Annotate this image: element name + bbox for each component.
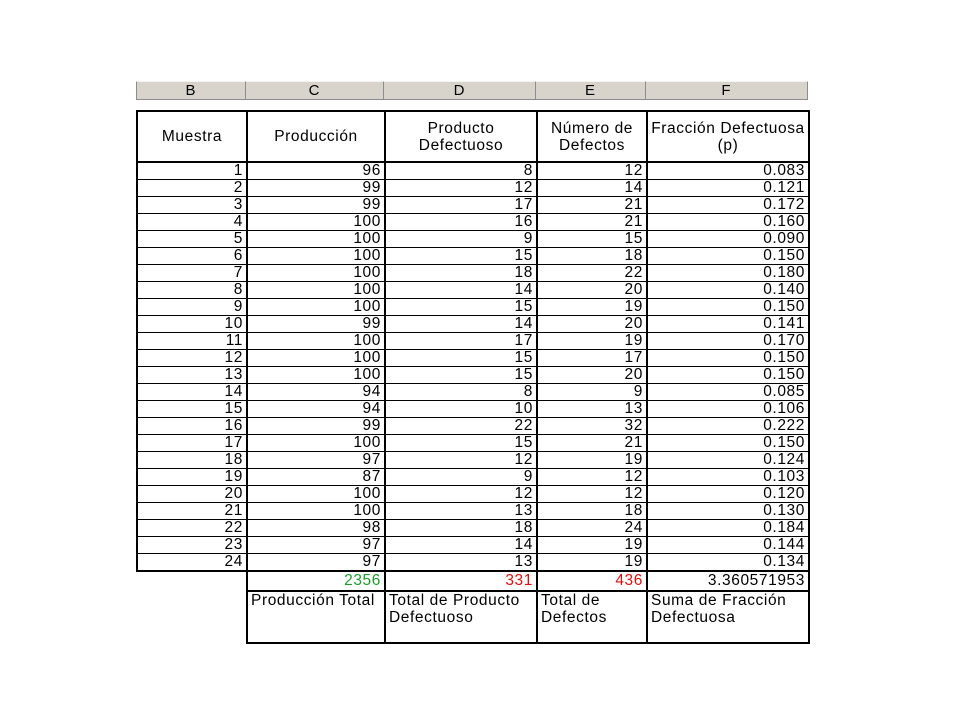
cell-produccion[interactable]: 100	[247, 299, 385, 316]
cell-producto-defectuoso[interactable]: 12	[385, 486, 537, 503]
cell-numero-defectos[interactable]: 21	[537, 197, 647, 214]
cell-fraccion-defectuosa[interactable]: 0.180	[647, 265, 809, 282]
cell-muestra[interactable]: 18	[137, 452, 247, 469]
spreadsheet	[136, 81, 810, 644]
cell-numero-defectos[interactable]: 12	[537, 469, 647, 486]
cell-muestra[interactable]: 21	[137, 503, 247, 520]
cell-producto-defectuoso[interactable]: 15	[385, 435, 537, 452]
cell-muestra[interactable]: 20	[137, 486, 247, 503]
cell-numero-defectos[interactable]: 19	[537, 537, 647, 554]
column-header-d[interactable]: D	[384, 81, 536, 100]
cell-numero-defectos[interactable]: 19	[537, 299, 647, 316]
cell-fraccion-defectuosa[interactable]: 0.083	[647, 162, 809, 180]
cell-fraccion-defectuosa[interactable]: 0.150	[647, 248, 809, 265]
table-row	[137, 333, 809, 350]
cell-fraccion-defectuosa[interactable]: 0.106	[647, 401, 809, 418]
cell-numero-defectos[interactable]: 21	[537, 435, 647, 452]
header-row	[137, 111, 809, 162]
cell-muestra[interactable]: 15	[137, 401, 247, 418]
cell-numero-defectos[interactable]: 18	[537, 248, 647, 265]
table-row	[137, 520, 809, 537]
cell-producto-defectuoso[interactable]: 9	[385, 231, 537, 248]
cell-muestra[interactable]: 16	[137, 418, 247, 435]
table-row	[137, 162, 809, 180]
cell-producto-defectuoso[interactable]: 13	[385, 554, 537, 572]
header-produccion[interactable]: Producción	[247, 111, 385, 162]
header-numero-defectos[interactable]: Número de Defectos	[537, 111, 647, 162]
label-total-defectos[interactable]: Total de Defectos	[537, 591, 647, 643]
cell-numero-defectos[interactable]: 12	[537, 486, 647, 503]
cell-producto-defectuoso[interactable]: 9	[385, 469, 537, 486]
cell-muestra[interactable]: 4	[137, 214, 247, 231]
cell-producto-defectuoso[interactable]: 15	[385, 248, 537, 265]
cell-numero-defectos[interactable]: 15	[537, 231, 647, 248]
cell-muestra[interactable]: 13	[137, 367, 247, 384]
cell-fraccion-defectuosa[interactable]: 0.150	[647, 367, 809, 384]
cell-produccion[interactable]: 96	[247, 162, 385, 180]
cell-producto-defectuoso[interactable]: 18	[385, 520, 537, 537]
total-producto-defectuoso[interactable]: 331	[385, 571, 537, 591]
cell-muestra[interactable]: 14	[137, 384, 247, 401]
header-muestra[interactable]: Muestra	[137, 111, 247, 162]
table-row	[137, 350, 809, 367]
table-row	[137, 469, 809, 486]
cell-numero-defectos[interactable]: 20	[537, 282, 647, 299]
cell-numero-defectos[interactable]: 19	[537, 452, 647, 469]
total-fraccion[interactable]: 3.360571953	[647, 571, 809, 591]
cell-muestra[interactable]: 22	[137, 520, 247, 537]
table-row	[137, 503, 809, 520]
cell-muestra[interactable]: 9	[137, 299, 247, 316]
cell-muestra[interactable]: 11	[137, 333, 247, 350]
table-row	[137, 537, 809, 554]
blank-row	[136, 100, 810, 110]
cell-numero-defectos[interactable]: 20	[537, 316, 647, 333]
cell-fraccion-defectuosa[interactable]: 0.085	[647, 384, 809, 401]
cell-muestra[interactable]: 8	[137, 282, 247, 299]
label-total-producto-defectuoso[interactable]: Total de Producto Defectuoso	[385, 591, 537, 643]
cell-fraccion-defectuosa[interactable]: 0.144	[647, 537, 809, 554]
cell-producto-defectuoso[interactable]: 12	[385, 180, 537, 197]
cell-producto-defectuoso[interactable]: 8	[385, 162, 537, 180]
cell-produccion[interactable]: 100	[247, 282, 385, 299]
cell-muestra[interactable]: 17	[137, 435, 247, 452]
cell-muestra[interactable]: 3	[137, 197, 247, 214]
column-header-c[interactable]: C	[246, 81, 384, 100]
cell-produccion[interactable]: 100	[247, 214, 385, 231]
table-row	[137, 401, 809, 418]
label-suma-fraccion[interactable]: Suma de Fracción Defectuosa	[647, 591, 809, 643]
cell-producto-defectuoso[interactable]: 14	[385, 537, 537, 554]
label-produccion-total[interactable]: Producción Total	[247, 591, 385, 643]
cell-numero-defectos[interactable]: 24	[537, 520, 647, 537]
cell-numero-defectos[interactable]: 19	[537, 554, 647, 572]
total-produccion[interactable]: 2356	[247, 571, 385, 591]
cell-produccion[interactable]: 100	[247, 265, 385, 282]
cell-muestra[interactable]: 5	[137, 231, 247, 248]
column-header-b[interactable]: B	[136, 81, 246, 100]
cell-fraccion-defectuosa[interactable]: 0.184	[647, 520, 809, 537]
cell-producto-defectuoso[interactable]: 17	[385, 333, 537, 350]
table-row	[137, 384, 809, 401]
cell-numero-defectos[interactable]: 21	[537, 214, 647, 231]
column-header-f[interactable]: F	[646, 81, 808, 100]
cell-fraccion-defectuosa[interactable]: 0.160	[647, 214, 809, 231]
cell-producto-defectuoso[interactable]: 15	[385, 299, 537, 316]
cell-produccion[interactable]: 98	[247, 520, 385, 537]
cell-muestra[interactable]: 7	[137, 265, 247, 282]
cell-produccion[interactable]: 97	[247, 537, 385, 554]
cell-numero-defectos[interactable]: 18	[537, 503, 647, 520]
cell-numero-defectos[interactable]: 19	[537, 333, 647, 350]
cell-numero-defectos[interactable]: 9	[537, 384, 647, 401]
cell-fraccion-defectuosa[interactable]: 0.150	[647, 299, 809, 316]
cell-fraccion-defectuosa[interactable]: 0.172	[647, 197, 809, 214]
header-producto-defectuoso[interactable]: Producto Defectuoso	[385, 111, 537, 162]
cell-producto-defectuoso[interactable]: 18	[385, 265, 537, 282]
cell-produccion[interactable]: 97	[247, 452, 385, 469]
cell-produccion[interactable]: 100	[247, 367, 385, 384]
cell-producto-defectuoso[interactable]: 17	[385, 197, 537, 214]
cell-numero-defectos[interactable]: 12	[537, 162, 647, 180]
cell-muestra[interactable]: 10	[137, 316, 247, 333]
cell-fraccion-defectuosa[interactable]: 0.141	[647, 316, 809, 333]
cell-producto-defectuoso[interactable]: 10	[385, 401, 537, 418]
table-row	[137, 214, 809, 231]
cell-muestra[interactable]: 24	[137, 554, 247, 572]
cell-produccion[interactable]: 100	[247, 248, 385, 265]
table-row	[137, 316, 809, 333]
table-row	[137, 554, 809, 572]
table-row	[137, 197, 809, 214]
cell-fraccion-defectuosa[interactable]: 0.130	[647, 503, 809, 520]
total-defectos[interactable]: 436	[537, 571, 647, 591]
cell-fraccion-defectuosa[interactable]: 0.120	[647, 486, 809, 503]
cell-muestra[interactable]: 6	[137, 248, 247, 265]
cell-produccion[interactable]: 100	[247, 231, 385, 248]
cell-produccion[interactable]: 94	[247, 384, 385, 401]
data-table	[136, 110, 810, 644]
cell-numero-defectos[interactable]: 13	[537, 401, 647, 418]
cell-muestra[interactable]: 1	[137, 162, 247, 180]
empty-cell[interactable]	[137, 571, 247, 591]
cell-numero-defectos[interactable]: 20	[537, 367, 647, 384]
cell-producto-defectuoso[interactable]: 12	[385, 452, 537, 469]
cell-fraccion-defectuosa[interactable]: 0.222	[647, 418, 809, 435]
cell-producto-defectuoso[interactable]: 14	[385, 282, 537, 299]
cell-fraccion-defectuosa[interactable]: 0.150	[647, 350, 809, 367]
cell-fraccion-defectuosa[interactable]: 0.134	[647, 554, 809, 572]
cell-fraccion-defectuosa[interactable]: 0.124	[647, 452, 809, 469]
table-row	[137, 265, 809, 282]
cell-produccion[interactable]: 97	[247, 554, 385, 572]
totals-row	[137, 571, 809, 591]
table-row	[137, 452, 809, 469]
cell-produccion[interactable]: 99	[247, 197, 385, 214]
cell-produccion[interactable]: 100	[247, 503, 385, 520]
cell-muestra[interactable]: 12	[137, 350, 247, 367]
cell-producto-defectuoso[interactable]: 8	[385, 384, 537, 401]
cell-produccion[interactable]: 99	[247, 418, 385, 435]
cell-producto-defectuoso[interactable]: 15	[385, 367, 537, 384]
cell-numero-defectos[interactable]: 22	[537, 265, 647, 282]
cell-producto-defectuoso[interactable]: 15	[385, 350, 537, 367]
cell-fraccion-defectuosa[interactable]: 0.103	[647, 469, 809, 486]
cell-produccion[interactable]: 100	[247, 435, 385, 452]
cell-numero-defectos[interactable]: 14	[537, 180, 647, 197]
totals-label-row	[137, 591, 809, 643]
table-row	[137, 180, 809, 197]
column-header-e[interactable]: E	[536, 81, 646, 100]
cell-produccion[interactable]: 99	[247, 316, 385, 333]
cell-producto-defectuoso[interactable]: 13	[385, 503, 537, 520]
cell-produccion[interactable]: 100	[247, 486, 385, 503]
table-row	[137, 435, 809, 452]
table-row	[137, 299, 809, 316]
cell-muestra[interactable]: 2	[137, 180, 247, 197]
cell-fraccion-defectuosa[interactable]: 0.090	[647, 231, 809, 248]
table-row	[137, 418, 809, 435]
cell-produccion[interactable]: 100	[247, 350, 385, 367]
empty-cell[interactable]	[137, 591, 247, 643]
cell-numero-defectos[interactable]: 17	[537, 350, 647, 367]
cell-muestra[interactable]: 19	[137, 469, 247, 486]
table-row	[137, 367, 809, 384]
table-row	[137, 282, 809, 299]
cell-fraccion-defectuosa[interactable]: 0.121	[647, 180, 809, 197]
cell-producto-defectuoso[interactable]: 22	[385, 418, 537, 435]
cell-produccion[interactable]: 100	[247, 333, 385, 350]
cell-numero-defectos[interactable]: 32	[537, 418, 647, 435]
cell-producto-defectuoso[interactable]: 16	[385, 214, 537, 231]
cell-fraccion-defectuosa[interactable]: 0.170	[647, 333, 809, 350]
cell-producto-defectuoso[interactable]: 14	[385, 316, 537, 333]
table-row	[137, 248, 809, 265]
column-header-bar	[136, 81, 810, 100]
cell-produccion[interactable]: 99	[247, 180, 385, 197]
header-fraccion-defectuosa[interactable]: Fracción Defectuosa (p)	[647, 111, 809, 162]
cell-muestra[interactable]: 23	[137, 537, 247, 554]
cell-produccion[interactable]: 87	[247, 469, 385, 486]
cell-produccion[interactable]: 94	[247, 401, 385, 418]
table-row	[137, 486, 809, 503]
cell-fraccion-defectuosa[interactable]: 0.140	[647, 282, 809, 299]
table-row	[137, 231, 809, 248]
cell-fraccion-defectuosa[interactable]: 0.150	[647, 435, 809, 452]
